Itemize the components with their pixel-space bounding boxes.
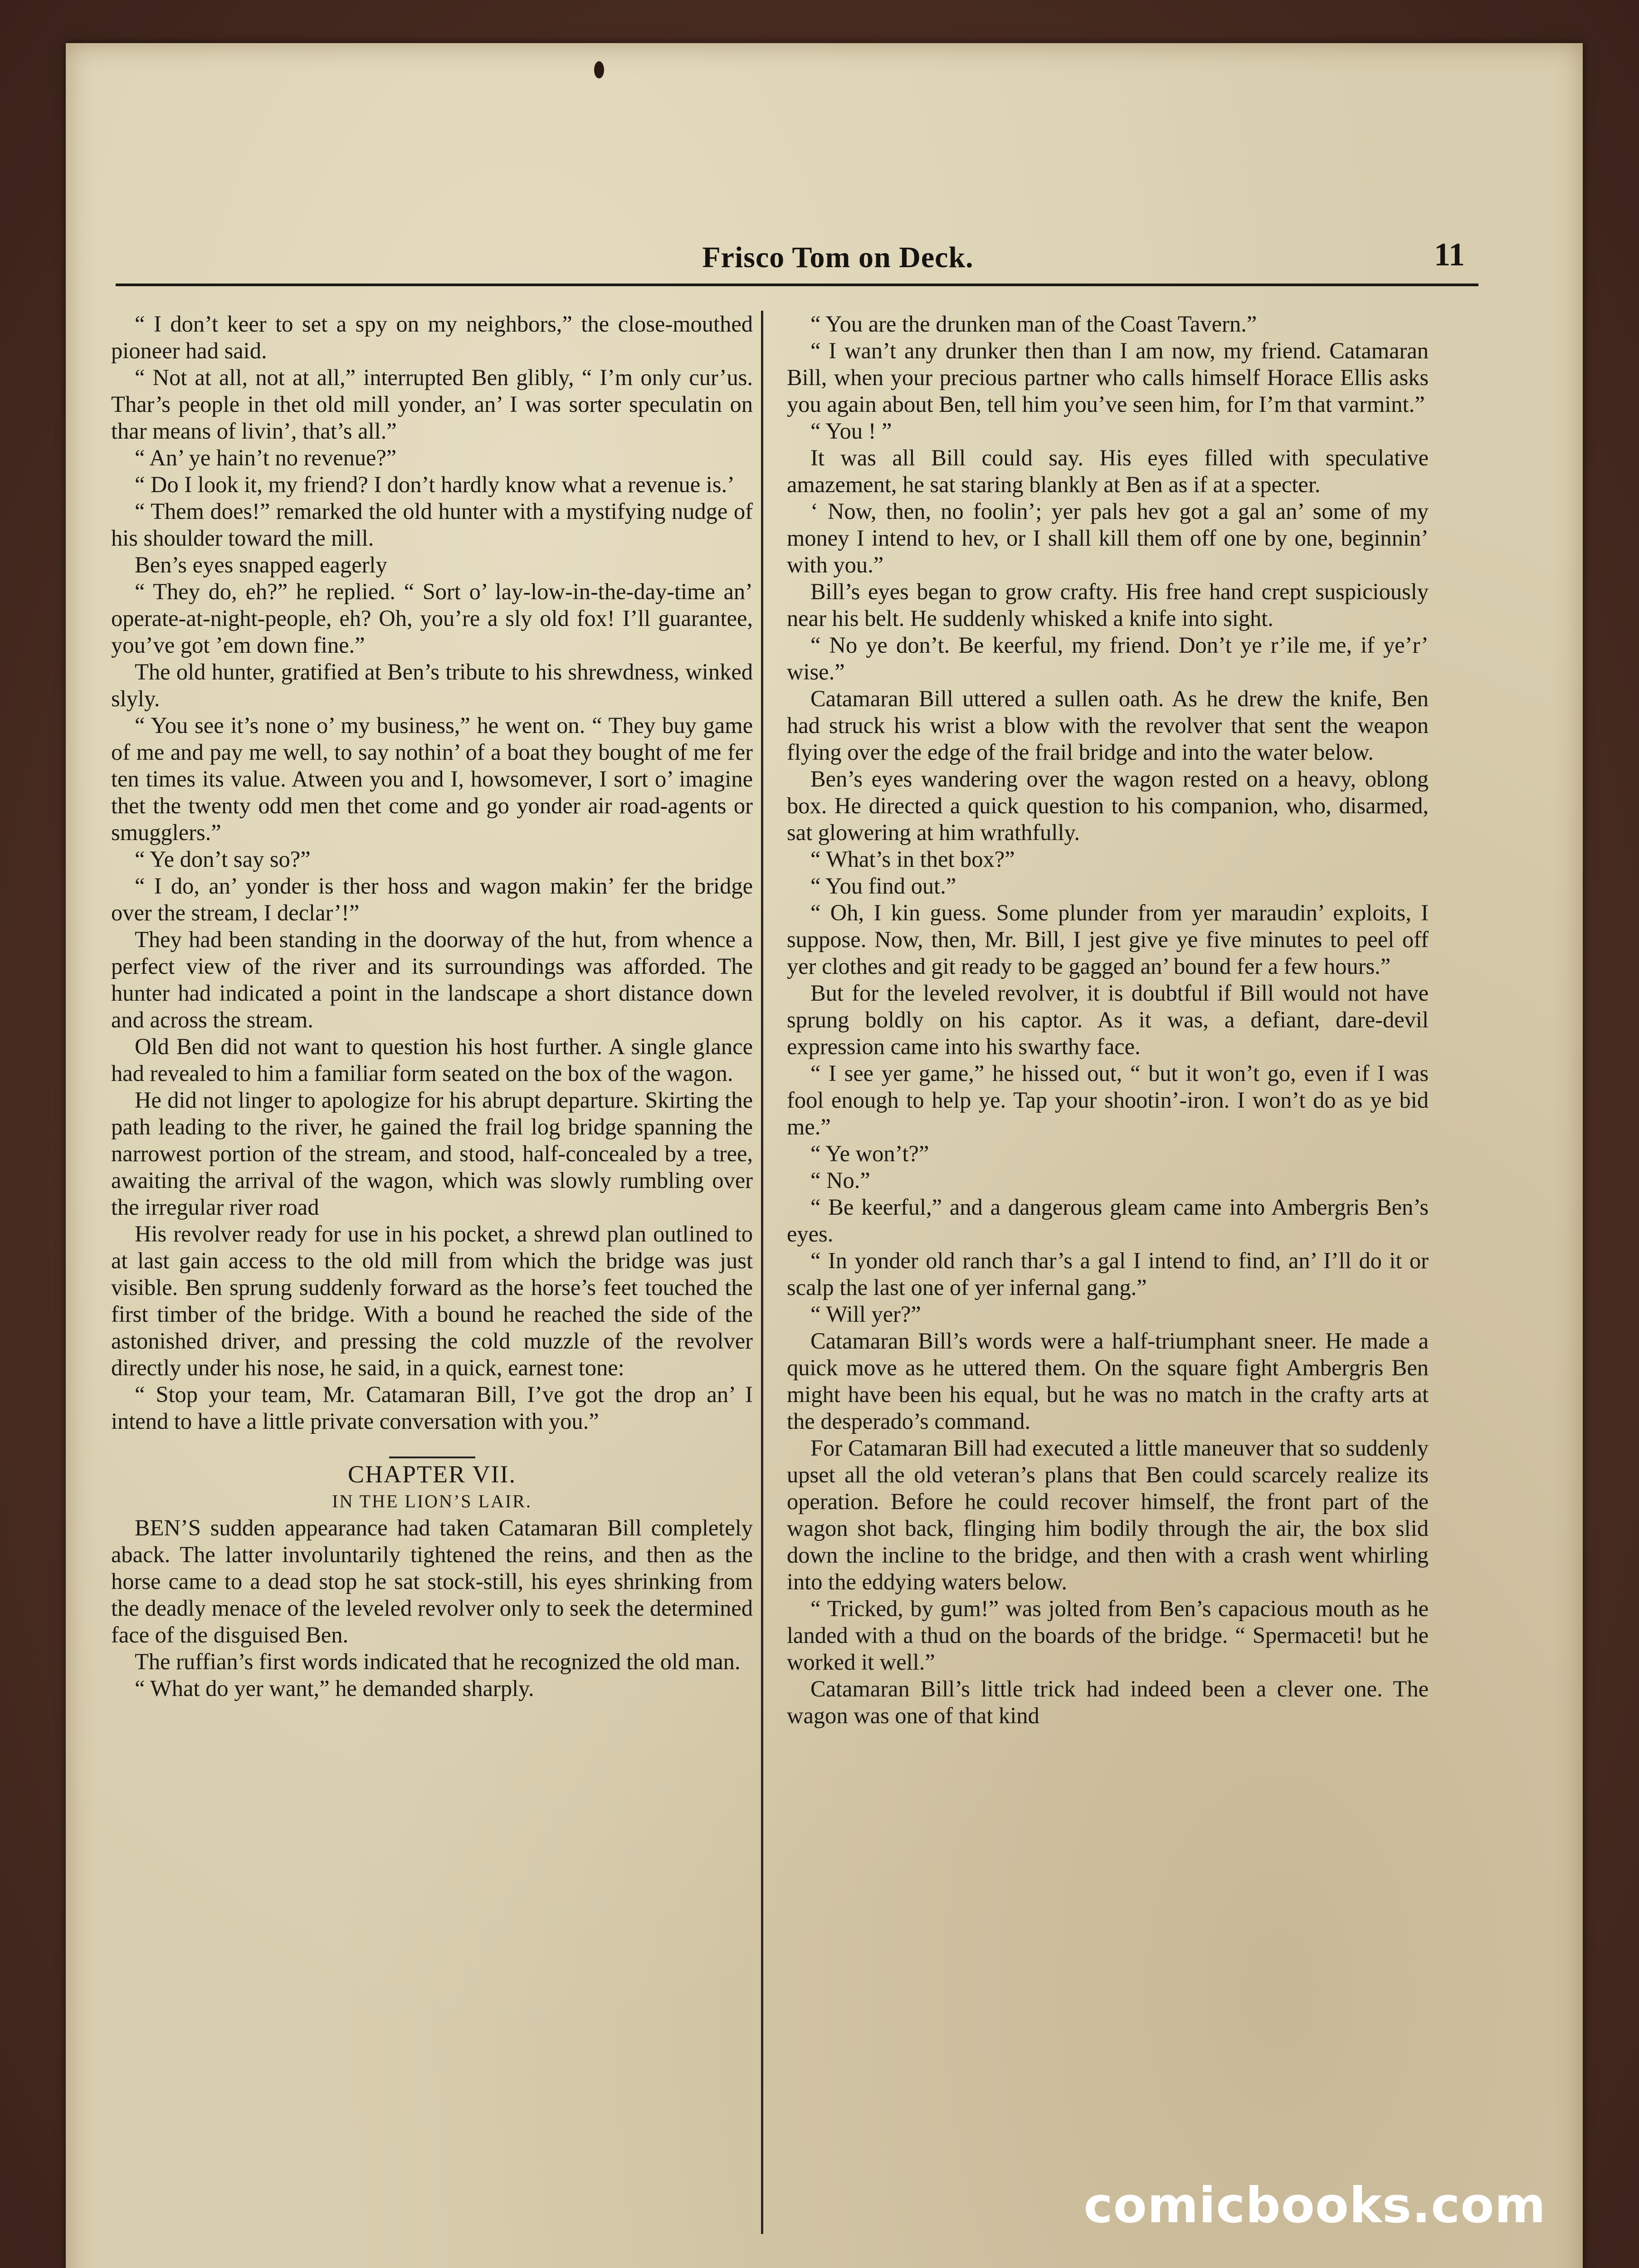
paragraph: His revolver ready for use in his pocket, a shrewd plan outlined to at last gain access to the old mill from which the bridge was just visible. Ben sprung suddenly forward as the horse’s feet touched the first timber of the bridge. With a bound he reached the side of the astonished driver, and pressing the cold muzzle of the revolver directly under his nose, he said, in a quick, earnest tone: [111, 1221, 753, 1380]
paragraph: Catamaran Bill uttered a sullen oath. As he drew the knife, Ben had struck his wrist a blow with the revolver that sent the weapon flying over the edge of the frail bridge and into the water below. [787, 686, 1429, 765]
paragraph: “ You ! ” [810, 418, 892, 444]
right-column-text [787, 311, 1429, 1729]
binding-hole [594, 61, 604, 78]
chapter-rule [389, 1457, 475, 1458]
paragraph: “ What do yer want,” he demanded sharply. [135, 1676, 534, 1701]
paragraph: “ What’s in thet box?” [810, 846, 1015, 872]
paragraph: They had been standing in the doorway of the hut, from whence a perfect view of the river and its surroundings was afforded. The hunter had indicated a point in the landscape a short distance down and across the stream. [111, 927, 753, 1032]
left-column-text [111, 311, 753, 1435]
chapter-heading [111, 1457, 753, 1515]
paragraph: The old hunter, gratified at Ben’s tribute to his shrewdness, winked slyly. [111, 659, 753, 711]
column-divider [761, 311, 763, 2234]
paragraph: “ Be keerful,” and a dangerous gleam came into Ambergris Ben’s eyes. [787, 1194, 1429, 1246]
paragraph: “ Ye won’t?” [810, 1141, 929, 1166]
watermark: comicbooks.com [1083, 2177, 1546, 2234]
chapter-title: CHAPTER VII. [347, 1461, 517, 1488]
paragraph: “ An’ ye hain’t no revenue?” [135, 445, 397, 470]
paragraph: “ Not at all, not at all,” interrupted Ben glibly, “ I’m only cur’us. Thar’s people in thet old mill yonder, an’ I was sorter speculatin on thar means of livin’, that’s all.” [111, 365, 753, 444]
paragraph: “ They do, eh?” he replied. “ Sort o’ lay-low-in-the-day-time an’ operate-at-night-people, eh? Oh, you’re a sly old fox! I’ll guarantee, you’ve got ’em down fine.” [111, 579, 753, 658]
paragraph: It was all Bill could say. His eyes filled with speculative amazement, he sat staring blankly at Ben as if at a specter. [787, 445, 1429, 497]
page-number: 11 [1434, 236, 1465, 273]
paragraph: He did not linger to apologize for his abrupt departure. Skirting the path leading to the river, he gained the frail log bridge spanning the narrowest portion of the stream, and stood, half-concealed by a tree, awaiting the arrival of the wagon, which was slowly rumbling over the irregular river road [111, 1087, 753, 1220]
page-header [116, 215, 1478, 288]
paragraph: BEN’S sudden appearance had taken Catamaran Bill completely aback. The latter involuntarily tightened the reins, and then as the horse came to a dead stop he sat stock-still, his eyes shrinking from the deadly menace of the leveled revolver only to seek the determined face of the disguised Ben. [111, 1515, 753, 1647]
paragraph: “ Oh, I kin guess. Some plunder from yer maraudin’ exploits, I suppose. Now, then, Mr. Bill, I jest give ye five minutes to peel off yer clothes and git ready to be gagged an’ bound fer a few hours.” [787, 900, 1429, 979]
paragraph: “ Do I look it, my friend? I don’t hardly know what a revenue is.’ [135, 472, 735, 497]
paragraph: “ I don’t keer to set a spy on my neighbors,” the close-mouthed pioneer had said. [111, 311, 753, 363]
paragraph: The ruffian’s first words indicated that he recognized the old man. [135, 1649, 741, 1674]
paragraph: Catamaran Bill’s little trick had indeed been a clever one. The wagon was one of that kind [787, 1676, 1429, 1728]
paragraph: “ No.” [810, 1168, 870, 1193]
paragraph: “ Stop your team, Mr. Catamaran Bill, I’ve got the drop an’ I intend to have a little private conversation with you.” [111, 1382, 753, 1434]
paragraph: “ I wan’t any drunker then than I am now, my friend. Catamaran Bill, when your precious partner who calls himself Horace Ellis asks you again about Ben, tell him you’ve seen him, for I’m that varmint.” [787, 338, 1429, 417]
chapter-subtitle: IN THE LION’S LAIR. [332, 1491, 532, 1511]
left-column [111, 311, 753, 2239]
chapter-opening-text [111, 1515, 753, 1702]
paragraph: “ You are the drunken man of the Coast Tavern.” [810, 311, 1257, 337]
paragraph: Bill’s eyes began to grow crafty. His free hand crept suspiciously near his belt. He suddenly whisked a knife into sight. [787, 579, 1429, 631]
paragraph: Ben’s eyes wandering over the wagon rested on a heavy, oblong box. He directed a quick question to his companion, who, disarmed, sat glowering at him wrathfully. [787, 766, 1429, 845]
paragraph: “ Ye don’t say so?” [135, 846, 311, 872]
right-column [787, 311, 1429, 2239]
paragraph: “ I do, an’ yonder is ther hoss and wagon makin’ fer the bridge over the stream, I declar’!” [111, 873, 753, 925]
paragraph: Ben’s eyes snapped eagerly [135, 552, 387, 577]
paragraph: Catamaran Bill’s words were a half-triumphant sneer. He made a quick move as he uttered them. On the square fight Ambergris Ben might have been his equal, but he was no match in the crafty arts at the desperado’s command. [787, 1328, 1429, 1434]
paragraph: “ Will yer?” [810, 1301, 921, 1327]
paragraph: But for the leveled revolver, it is doubtful if Bill would not have sprung boldly on his captor. As it was, a defiant, dare-devil expression came into his swarthy face. [787, 980, 1429, 1059]
paragraph: ‘ Now, then, no foolin’; yer pals hev got a gal an’ some of my money I intend to hev, or I shall kill them off one by one, beginnin’ with you.” [787, 499, 1429, 577]
paragraph: Old Ben did not want to question his host further. A single glance had revealed to him a familiar form seated on the box of the wagon. [111, 1034, 753, 1086]
paragraph: “ No ye don’t. Be keerful, my friend. Don’t ye r’ile me, if ye’r’ wise.” [787, 632, 1429, 684]
paragraph: “ I see yer game,” he hissed out, “ but it won’t go, even if I was fool enough to help ye. Tap your shootin’-iron. I won’t do as ye bid me.” [787, 1061, 1429, 1139]
header-rule [116, 284, 1478, 286]
paragraph: “ In yonder old ranch thar’s a gal I intend to find, an’ I’ll do it or scalp the last one of yer infernal gang.” [787, 1248, 1429, 1300]
magazine-page [66, 43, 1583, 2268]
paragraph: For Catamaran Bill had executed a little maneuver that so suddenly upset all the old veteran’s plans that Ben could scarcely realize its operation. Before he could recover himself, the front part of the wagon shot back, flinging him bodily through the air, the box slid down the incline to the bridge, and then with a crash went whirling into the eddying waters below. [787, 1435, 1429, 1594]
paragraph: “ Tricked, by gum!” was jolted from Ben’s capacious mouth as he landed with a thud on the boards of the bridge. “ Spermaceti! but he worked it well.” [787, 1596, 1429, 1675]
running-title: Frisco Tom on Deck. [702, 241, 974, 274]
paragraph: “ You find out.” [810, 873, 956, 899]
paragraph: “ You see it’s none o’ my business,” he went on. “ They buy game of me and pay me well, to say nothin’ of a boat they bought of me fer ten times its value. Atween you and I, howsomever, I sort o’ imagine thet the twenty odd men thet come and go yonder air road-agents or smugglers.” [111, 713, 753, 845]
paragraph: “ Them does!” remarked the old hunter with a mystifying nudge of his shoulder toward the mill. [111, 499, 753, 551]
